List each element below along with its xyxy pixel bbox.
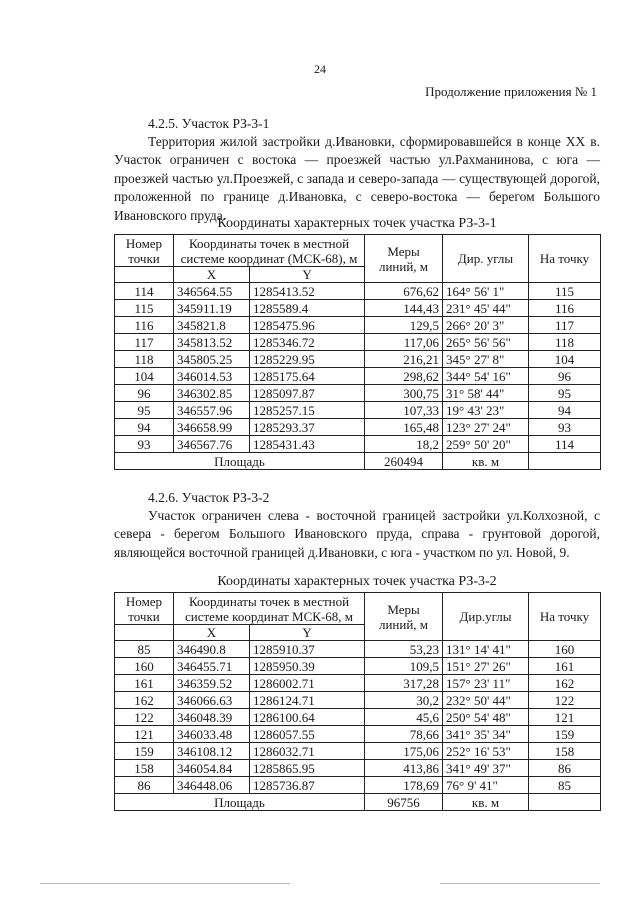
table-row <box>115 368 601 385</box>
cell-x: 345911.19 <box>174 300 250 317</box>
cell-x: 346359.52 <box>174 675 250 692</box>
cell-direction-angle: 250° 54' 48" <box>443 709 529 726</box>
table-row <box>115 419 601 436</box>
cell-point-number: 114 <box>115 283 174 300</box>
cell-direction-angle: 344° 54' 16" <box>443 368 529 385</box>
cell-line-length: 175,06 <box>365 743 443 760</box>
cell-direction-angle: 341° 49' 37" <box>443 760 529 777</box>
cell-point-number: 161 <box>115 675 174 692</box>
header-x: X <box>174 267 250 283</box>
header-blank <box>115 625 174 641</box>
cell-line-length: 107,33 <box>365 402 443 419</box>
cell-to-point: 159 <box>529 726 601 743</box>
cell-to-point: 160 <box>529 641 601 658</box>
cell-point-number: 95 <box>115 402 174 419</box>
cell-x: 346108.12 <box>174 743 250 760</box>
table-row <box>115 641 601 658</box>
cell-direction-angle: 341° 35' 34" <box>443 726 529 743</box>
cell-to-point: 115 <box>529 283 601 300</box>
cell-x: 346014.53 <box>174 368 250 385</box>
section-text-rz-3-2: Участок ограничен слева - восточной границей застройки ул.Колхозной, с севера - берегом Большого Ивановского пруда, справа - грунтовой дорогой, являющейся восточной границей д.Ивановки, с юга - участком по ул. Новой, 9. <box>114 508 600 560</box>
cell-y: 1286057.55 <box>250 726 365 743</box>
cell-line-length: 178,69 <box>365 777 443 794</box>
section-heading-rz-3-2: 4.2.6. Участок РЗ-3-2 <box>148 490 270 505</box>
cell-to-point: 114 <box>529 436 601 453</box>
table-row <box>115 300 601 317</box>
header-direction-angle: Дир. углы <box>443 235 529 283</box>
cell-x: 346557.96 <box>174 402 250 419</box>
cell-point-number: 115 <box>115 300 174 317</box>
cell-direction-angle: 31° 58' 44" <box>443 385 529 402</box>
cell-to-point: 161 <box>529 658 601 675</box>
cell-line-length: 78,66 <box>365 726 443 743</box>
cell-y: 1285257.15 <box>250 402 365 419</box>
cell-line-length: 45,6 <box>365 709 443 726</box>
cell-direction-angle: 252° 16' 53" <box>443 743 529 760</box>
cell-point-number: 117 <box>115 334 174 351</box>
table-row <box>115 709 601 726</box>
table-row <box>115 283 601 300</box>
cell-direction-angle: 131° 14' 41" <box>443 641 529 658</box>
scan-artifact-line <box>440 883 600 884</box>
cell-x: 346302.85 <box>174 385 250 402</box>
cell-x: 346054.84 <box>174 760 250 777</box>
coordinates-table-rz-3-2 <box>114 592 601 811</box>
header-line-length: Меры линий, м <box>365 235 443 283</box>
table-row <box>115 692 601 709</box>
cell-y: 1285229.95 <box>250 351 365 368</box>
area-value: 96756 <box>365 794 443 811</box>
cell-to-point: 86 <box>529 760 601 777</box>
cell-direction-angle: 265° 56' 56" <box>443 334 529 351</box>
cell-y: 1286124.71 <box>250 692 365 709</box>
cell-line-length: 129,5 <box>365 317 443 334</box>
cell-line-length: 676,62 <box>365 283 443 300</box>
table-row <box>115 436 601 453</box>
cell-to-point: 93 <box>529 419 601 436</box>
cell-direction-angle: 266° 20' 3" <box>443 317 529 334</box>
cell-point-number: 159 <box>115 743 174 760</box>
cell-line-length: 165,48 <box>365 419 443 436</box>
cell-line-length: 53,23 <box>365 641 443 658</box>
cell-y: 1285097.87 <box>250 385 365 402</box>
cell-direction-angle: 232° 50' 44" <box>443 692 529 709</box>
cell-to-point: 117 <box>529 317 601 334</box>
cell-point-number: 86 <box>115 777 174 794</box>
cell-to-point: 94 <box>529 402 601 419</box>
header-direction-angle: Дир.углы <box>443 593 529 641</box>
cell-to-point: 118 <box>529 334 601 351</box>
cell-to-point: 95 <box>529 385 601 402</box>
cell-y: 1285910.37 <box>250 641 365 658</box>
cell-point-number: 94 <box>115 419 174 436</box>
cell-direction-angle: 19° 43' 23" <box>443 402 529 419</box>
cell-y: 1285413.52 <box>250 283 365 300</box>
cell-line-length: 298,62 <box>365 368 443 385</box>
cell-to-point: 121 <box>529 709 601 726</box>
cell-x: 346448.06 <box>174 777 250 794</box>
cell-point-number: 93 <box>115 436 174 453</box>
table-row <box>115 675 601 692</box>
cell-point-number: 160 <box>115 658 174 675</box>
cell-point-number: 118 <box>115 351 174 368</box>
header-x: X <box>174 625 250 641</box>
cell-direction-angle: 123° 27' 24" <box>443 419 529 436</box>
cell-line-length: 413,86 <box>365 760 443 777</box>
cell-y: 1285175.64 <box>250 368 365 385</box>
table-row <box>115 402 601 419</box>
appendix-note: Продолжение приложения № 1 <box>425 84 597 99</box>
cell-x: 345821.8 <box>174 317 250 334</box>
cell-x: 346564.55 <box>174 283 250 300</box>
cell-direction-angle: 345° 27' 8" <box>443 351 529 368</box>
table-row <box>115 658 601 675</box>
cell-y: 1285293.37 <box>250 419 365 436</box>
coordinates-table-rz-3-1 <box>114 234 601 470</box>
cell-to-point: 122 <box>529 692 601 709</box>
cell-point-number: 121 <box>115 726 174 743</box>
table-row <box>115 760 601 777</box>
header-y: Y <box>250 625 365 641</box>
cell-to-point: 85 <box>529 777 601 794</box>
area-label: Площадь <box>115 453 365 470</box>
cell-y: 1285865.95 <box>250 760 365 777</box>
cell-point-number: 162 <box>115 692 174 709</box>
header-to-point: На точку <box>529 235 601 283</box>
area-value: 260494 <box>365 453 443 470</box>
cell-x: 346658.99 <box>174 419 250 436</box>
cell-y: 1286100.64 <box>250 709 365 726</box>
cell-line-length: 300,75 <box>365 385 443 402</box>
cell-point-number: 104 <box>115 368 174 385</box>
cell-y: 1285950.39 <box>250 658 365 675</box>
cell-y: 1286002.71 <box>250 675 365 692</box>
cell-y: 1285475.96 <box>250 317 365 334</box>
cell-line-length: 30,2 <box>365 692 443 709</box>
cell-x: 346033.48 <box>174 726 250 743</box>
cell-point-number: 96 <box>115 385 174 402</box>
cell-x: 346048.39 <box>174 709 250 726</box>
cell-y: 1285431.43 <box>250 436 365 453</box>
cell-to-point: 162 <box>529 675 601 692</box>
header-coordinates: Координаты точек в местной системе координат МСК-68, м <box>174 593 365 625</box>
table-caption-rz-3-2: Координаты характерных точек участка РЗ-3-2 <box>217 574 497 589</box>
page-number: 24 <box>314 62 326 76</box>
cell-line-length: 317,28 <box>365 675 443 692</box>
table-caption-rz-3-1: Координаты характерных точек участка РЗ-3-1 <box>217 216 497 231</box>
cell-x: 346490.8 <box>174 641 250 658</box>
header-point-number: Номер точки <box>115 593 174 625</box>
cell-line-length: 18,2 <box>365 436 443 453</box>
cell-point-number: 122 <box>115 709 174 726</box>
table-row <box>115 726 601 743</box>
table-row <box>115 743 601 760</box>
table-body-rz-3-1 <box>115 283 601 453</box>
header-blank <box>115 267 174 283</box>
cell-direction-angle: 259° 50' 20" <box>443 436 529 453</box>
cell-line-length: 109,5 <box>365 658 443 675</box>
cell-direction-angle: 151° 27' 26" <box>443 658 529 675</box>
cell-y: 1286032.71 <box>250 743 365 760</box>
cell-y: 1285589.4 <box>250 300 365 317</box>
cell-direction-angle: 157° 23' 11" <box>443 675 529 692</box>
cell-point-number: 85 <box>115 641 174 658</box>
table-row <box>115 351 601 368</box>
area-blank <box>529 794 601 811</box>
area-unit: кв. м <box>443 794 529 811</box>
section-heading-rz-3-1: 4.2.5. Участок РЗ-3-1 <box>148 116 270 131</box>
cell-x: 346455.71 <box>174 658 250 675</box>
cell-x: 346066.63 <box>174 692 250 709</box>
header-coordinates: Координаты точек в местной системе координат (МСК-68), м <box>174 235 365 267</box>
area-blank <box>529 453 601 470</box>
header-to-point: На точку <box>529 593 601 641</box>
cell-direction-angle: 76° 9' 41" <box>443 777 529 794</box>
cell-line-length: 117,06 <box>365 334 443 351</box>
header-line-length: Меры линий, м <box>365 593 443 641</box>
cell-y: 1285736.87 <box>250 777 365 794</box>
cell-direction-angle: 231° 45' 44" <box>443 300 529 317</box>
table-row <box>115 317 601 334</box>
cell-to-point: 116 <box>529 300 601 317</box>
cell-line-length: 216,21 <box>365 351 443 368</box>
cell-to-point: 96 <box>529 368 601 385</box>
cell-point-number: 116 <box>115 317 174 334</box>
cell-x: 345805.25 <box>174 351 250 368</box>
section-text-rz-3-1: Территория жилой застройки д.Ивановки, сформировавшейся в конце XX в. Участок ограничен с востока — проезжей частью ул.Рахманинова, с юга — проезжей частью ул.Проезжей, с запада и северо-запада — существующей дорогой, проложенной по границе д.Ивановка, с северо-востока — берегом Большого Ивановского пруда. <box>114 134 600 223</box>
table-row <box>115 334 601 351</box>
cell-x: 346567.76 <box>174 436 250 453</box>
table-body-rz-3-2 <box>115 641 601 794</box>
area-unit: кв. м <box>443 453 529 470</box>
cell-to-point: 158 <box>529 743 601 760</box>
table-row <box>115 777 601 794</box>
scan-artifact-line <box>40 883 290 884</box>
header-y: Y <box>250 267 365 283</box>
cell-line-length: 144,43 <box>365 300 443 317</box>
cell-direction-angle: 164° 56' 1" <box>443 283 529 300</box>
area-label: Площадь <box>115 794 365 811</box>
cell-y: 1285346.72 <box>250 334 365 351</box>
cell-point-number: 158 <box>115 760 174 777</box>
cell-x: 345813.52 <box>174 334 250 351</box>
header-point-number: Номер точки <box>115 235 174 267</box>
table-row <box>115 385 601 402</box>
cell-to-point: 104 <box>529 351 601 368</box>
